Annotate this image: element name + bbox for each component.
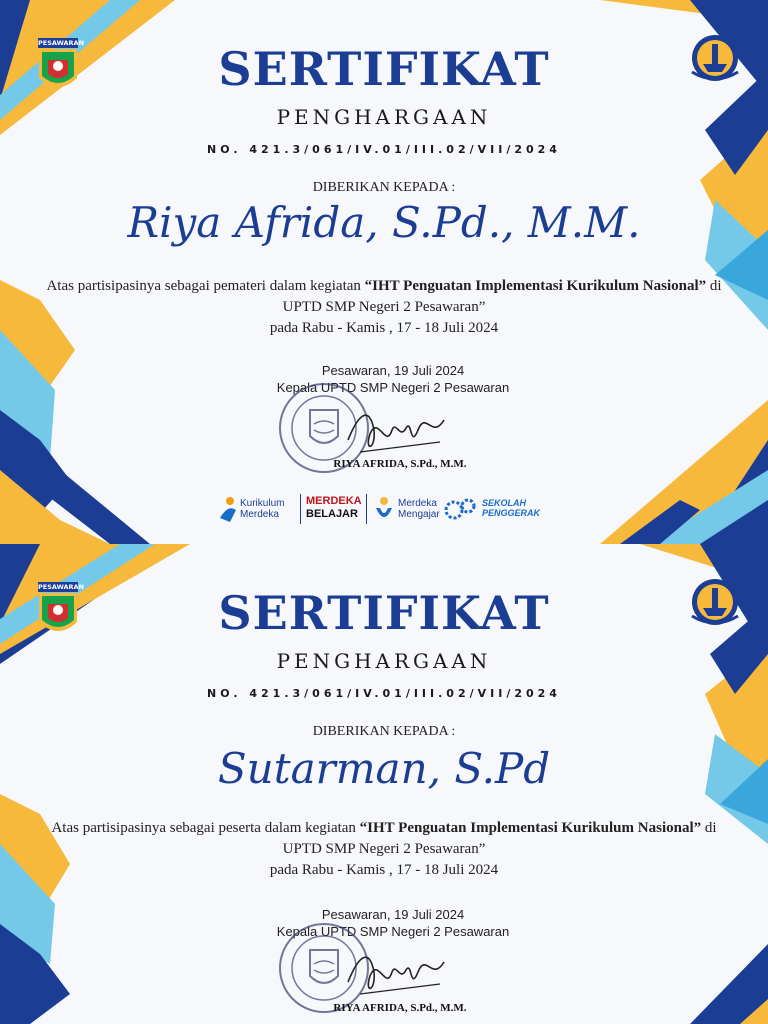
event-name: “IHT Penguatan Implementasi Kurikulum Nasional” <box>359 820 702 836</box>
given-to-label: DIBERIKAN KEPADA : <box>312 180 456 195</box>
description-location: di UPTD SMP Negeri 2 Pesawaran” <box>282 278 722 315</box>
description-text: Atas partisipasinya sebagai peserta dalam kegiatan <box>51 820 360 836</box>
recipient-name: Riya Afrida, S.Pd., M.M. <box>127 198 641 247</box>
signer-name: RIYA AFRIDA, S.Pd., M.M. <box>333 458 467 470</box>
sekolah-penggerak-logo: SEKOLAH PENGGERAK <box>482 498 541 518</box>
certificate-2 <box>0 544 768 1024</box>
signature-icon <box>340 400 450 460</box>
signer-position: Kepala UPTD SMP Negeri 2 Pesawaran <box>276 924 510 939</box>
description-location: di UPTD SMP Negeri 2 Pesawaran” <box>282 820 717 857</box>
certificate-subtitle: PENGHARGAAN <box>276 649 492 673</box>
signer-position: Kepala UPTD SMP Negeri 2 Pesawaran <box>276 380 510 395</box>
event-name: “IHT Penguatan Implementasi Kurikulum Nasional” <box>364 278 707 294</box>
place-date: Pesawaran, 19 Juli 2024 <box>321 363 465 378</box>
certificate-title: SERTIFIKAT <box>218 586 550 640</box>
certificate-number: NO. 421.3/061/IV.01/III.02/VII/2024 <box>207 687 561 700</box>
given-to-label: DIBERIKAN KEPADA : <box>312 724 456 739</box>
divider <box>366 494 367 524</box>
merdeka-mengajar-logo: Merdeka Mengajar <box>398 498 440 520</box>
sign-block <box>0 906 768 940</box>
signature-icon <box>340 942 450 1002</box>
description <box>40 276 728 339</box>
divider <box>300 494 301 524</box>
pesawaran-logo: PESAWARAN <box>38 38 78 96</box>
event-date: pada Rabu - Kamis , 17 - 18 Juli 2024 <box>269 862 499 878</box>
pesawaran-logo: PESAWARAN <box>38 582 78 640</box>
description-text: Atas partisipasinya sebagai pemateri dalam kegiatan <box>46 278 365 294</box>
certificate-number: NO. 421.3/061/IV.01/III.02/VII/2024 <box>207 143 561 156</box>
recipient-name: Sutarman, S.Pd <box>217 744 551 793</box>
event-date: pada Rabu - Kamis , 17 - 18 Juli 2024 <box>269 320 499 336</box>
kurikulum-merdeka-logo: Kurikulum Merdeka <box>240 498 285 520</box>
signer-name: RIYA AFRIDA, S.Pd., M.M. <box>333 1002 467 1014</box>
merdeka-mengajar-icon <box>374 496 394 522</box>
merdeka-belajar-logo: MERDEKA BELAJAR <box>306 495 362 520</box>
certificate-title: SERTIFIKAT <box>218 42 550 96</box>
partner-logos <box>216 492 546 528</box>
gears-icon <box>444 496 480 522</box>
description <box>40 818 728 881</box>
certificate-subtitle: PENGHARGAAN <box>276 105 492 129</box>
place-date: Pesawaran, 19 Juli 2024 <box>321 907 465 922</box>
kurikulum-merdeka-icon <box>218 496 238 522</box>
sign-block <box>0 362 768 396</box>
